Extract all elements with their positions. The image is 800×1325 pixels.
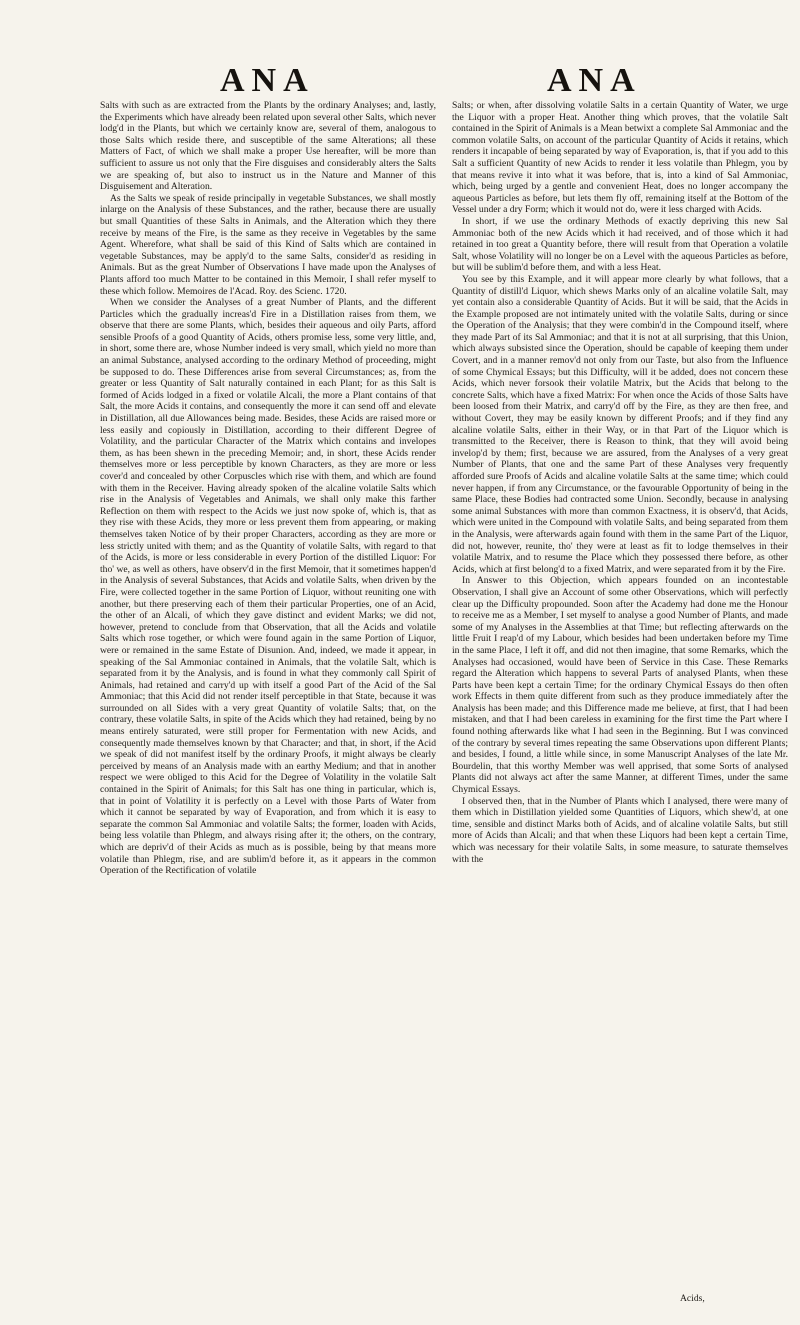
- catchword: Acids,: [680, 1293, 705, 1304]
- left-column: [100, 100, 436, 1300]
- paragraph: As the Salts we speak of reside principally in vegetable Substances, we shall mostly inlarge on the Analysis of these Substances, and the rather, because there are usually but small Quantities of these Salts in Animals, and the Alteration which they there receive by means of the Fire, is the same as they receive in Vegetables by the same Agent. Wherefore, what shall be said of this Kind of Salts which are contained in vegetable Substances, may be apply'd to the same Salts, consider'd as residing in Animals. But as the great Number of Observations I have made upon the Analyses of Plants afford too much Matter to be contained in this Memoir, I shall refer myself to these which follow. Memoires de l'Acad. Roy. des Scienc. 1720.: [100, 192, 436, 297]
- paragraph: I observed then, that in the Number of Plants which I analysed, there were many of them which in Distillation yielded some Quantities of Liquors, which shew'd, at one time, sensible and distinct Marks both of Acids, and of alcaline volatile Salts, but still more of Acids than Alcali; and that when these Liquors had been kept a certain Time, which was necessary for their volatile Salts, in some measure, to saturate themselves with the: [452, 795, 788, 865]
- paragraph: Salts with such as are extracted from the Plants by the ordinary Analyses; and, lastly, the Experiments which have already been related upon several other Salts, which never lodg'd in the Plants, but which we certainly know are, several of them, analogous to those Salts which reside there, and susceptible of the same Alterations; all these Matters of Fact, of which we shall make a proper Use hereafter, will be more than sufficient to assure us not only that the Fire disguises and considerably alters the Salts we are speaking of, but also to instruct us in the Nature and Manner of this Disguisement and Alteration.: [100, 100, 436, 193]
- paragraph: In Answer to this Objection, which appears founded on an incontestable Observation, I shall give an Account of some other Observations, which will perfectly clear up the Difficulty propounded. Soon after the Academy had done me the Honour to receive me as a Member, I set myself to analyse a good Number of Plants, and made some of my Analyses in the Assemblies at that Time; but reflecting afterwards on the little Fruit I reap'd of my Labour, which besides had been undertaken before my Time in the same Place, I left it off, and did not then imagine, that some Remarks, which the Analyses had occasioned, would have been of Service in this Case. These Remarks regard the Alteration which happens to several Parts of analysed Plants, when these Parts have been kept a certain Time; for the ordinary Chymical Essays do then often work Effects in them quite different from such as they produce immediately after the Analysis has been made; and this Difference made me believe, at first, that I had been mistaken, and that I had been careless in examining for the first time the Part where I found nothing afterwards like what I had seen in the Beginning. But I was convinced of the contrary by several times repeating the same Observations upon different Plants; and besides, I found, a little while since, in some Manuscript Analyses of the late Mr. Bourdelin, that this worthy Member was well apprised, that some Sorts of analysed Plants did not always act after the same Manner, at different Times, under the same Chymical Essays.: [452, 575, 788, 796]
- paragraph: You see by this Example, and it will appear more clearly by what follows, that a Quantity of distill'd Liquor, which shews Marks only of an alcaline volatile Salt, may yet contain also a considerable Quantity of Acids. But it will be said, that the Acids in the Example proposed are not intimately united with the volatile Salts, during or since the Operation of the Analysis; that they were combin'd in the Compound itself, where they made Part of its Sal Ammoniac; and that it is not at all surprising, that this Union, which always subsisted since the Operation, should be capable of keeping them under Covert, and in a manner remov'd not only from our Taste, but also from the Influence of some Chymical Essays; but this Difficulty, will it be added, does not concern these Acids, which never forsook their volatile Matrix, but the Acids that belong to the concrete Salts, which have a fixed Matrix: For when once the Acids of those Salts have been loosed from their Matrix, and carry'd off by the Fire, as they are then free, and without Covert, they may be easily known by different Proofs; and if they find any alcaline volatile Salts, either in their Way, or in that Part of the Liquor which is transmitted to the Receiver, there is Reason to think, that they will avoid being invelop'd by them; first, because we are assured, from the Analyses of a very great Number of Plants, that one and the same Part of these Analyses very frequently afforded sure Proofs of Acids and alcaline volatile Salts at the same time; which could never happen, if from any Circumstance, or the favourable Opportunity of being in the same Place, these Bodies had contracted some Union. Secondly, because in analysing some animal Substances with more than common Exactness, it is observ'd, that Acids, which were united in the Compound with volatile Salts, and being separated from them in the Analysis, were afterwards again found with them in the same Part of the Liquor, did not, however, reunite, tho' they were at least as fit to lodge themselves in their volatile Matrix, and to resume the Place which they possessed there before, as other Acids, which at first belong'd to a fixed Matrix, and were separated from it by the Fire.: [452, 273, 788, 575]
- right-column: [452, 100, 788, 1300]
- paragraph: Salts; or when, after dissolving volatile Salts in a certain Quantity of Water, we urge the Liquor with a proper Heat. Another thing which proves, that the volatile Salt contained in the Spirit of Animals is a Mean betwixt a complete Sal Ammoniac and the common volatile Salts, on account of the particular Quantity of Acids it retains, which renders it incapable of being separated by way of Evaporation, is, that if you add to this Salt a sufficient Quantity of new Acids to render it less volatile than Phlegm, you by that means revive it into what it was before, that is, into a kind of Sal Ammoniac, which, being urged by a gentle and convenient Heat, does no longer accompany the aqueous Particles as before, but lets them fly off, remaining itself at the Bottom of the Vessel under a dry Form; which it would not do, were it less charged with Acids.: [452, 100, 788, 216]
- running-head-right: ANA: [547, 62, 642, 99]
- paragraph: When we consider the Analyses of a great Number of Plants, and the different Particles which the gradually increas'd Fire in a Distillation raises from them, we observe that there are some Plants, which, besides their aqueous and oily Parts, afford sensible Proofs of a good Quantity of Acids, others promise less, some very little, and, in short, some there are, whose Number indeed is very small, which yield no more than an animal Substance, analysed according to the ordinary Method of proceeding, might be supposed to do. These Differences arise from several Circumstances; as, from the greater or less Quantity of Salt naturally contained in each Plant; for as this Salt is formed of Acids lodged in a fixed or volatile Alcali, the more a Plant contains of that Salt, the more Acids it contains, and consequently the more it can send off and elevate in Distillation, all due Allowances being made. Besides, these Acids are raised more or less easily and copiously in Distillation, according to their different Degree of Volatility, and the particular Character of the Matrix which contains and invelopes them, as has been shewn in the preceding Memoir; and, in short, these Acids render themselves more or less perceptible by known Characters, as they are more or less cover'd and concealed by other Corpuscles which rise with them, and which are found with them in the Receiver. Having already spoken of the alcaline volatile Salts which rise in the Analysis of Vegetables and Animals, we shall only make this farther Reflection on them with respect to the Acids we just now spoke of, which is, that as they rise with these Acids, they more or less prevent them from appearing, or making themselves taken Notice of by their proper Characters, according as they are more or less strictly united with them; and as the Quantity of volatile Salts, with regard to that of the Acids, is more or less considerable in every Portion of the distilled Liquor: For tho' we, as well as others, have observ'd in the first Memoir, that it sometimes happen'd in the Analysis of several Substances, that Acids and volatile Salts, when driven by the Fire, were collected together in the same Portion of Liquor, without reuniting one with another, but there preserving each of them their particular Properties, one of an Acid, the other of an Alcali, of which they gave distinct and evident Marks; we did not, however, pretend to conclude from that Observation, that all the Acids and volatile Salts which rose together, or which were found again in the same Portion of Liquor, were or remained in the same Estate of Disunion. And, indeed, we made it appear, in speaking of the Sal Ammoniac contained in Animals, that the volatile Salt, which is separated from it by the Analysis, and is found in what they commonly call Spirit of Animals, had retained and carry'd up with itself a good Part of the Acid of the Sal Ammoniac; that this Acid did not render itself perceptible in that State, because it was surrounded on all Sides with a very great Quantity of volatile Salts; that, on the contrary, these volatile Salts, in spite of the Acids which they had retained, being by no means entirely saturated, were still proper for Fermentation with new Acids, and consequently made themselves known by that Character; and that, in short, if the Acid we speak of did not manifest itself by the ordinary Proofs, it might always be clearly perceived by means of an Analysis made with an earthy Medium; and that in another respect we were obliged to this Acid for the Degree of Volatility in the volatile Salt contained in the Spirit of Animals; for this Salt has one thing in particular, which is, that in point of Volatility it is perfectly on a Level with those Parts of Water from which it cannot be separated by way of Evaporation, and from which it is easy to separate the common Sal Ammoniac and volatile Salts; the former, loaden with Acids, being less volatile than Phlegm, and always rising after it; the others, on the contrary, which are depriv'd of their Acids as much as is possible, being by that means more volatile than Phlegm, rise, and are sublim'd before it, as it appears in the common Operation of the Rectification of volatile: [100, 297, 436, 877]
- running-head: [0, 62, 800, 102]
- paragraph: In short, if we use the ordinary Methods of exactly depriving this new Sal Ammoniac both of the new Acids which it had received, and of those which it had retained in too great a Quantity before, there will result from that Operation a volatile Salt, whose Volatility will no longer be on a Level with the aqueous Particles as before, but will be sublim'd before them, and with a less Heat.: [452, 215, 788, 274]
- running-head-left: ANA: [220, 62, 315, 99]
